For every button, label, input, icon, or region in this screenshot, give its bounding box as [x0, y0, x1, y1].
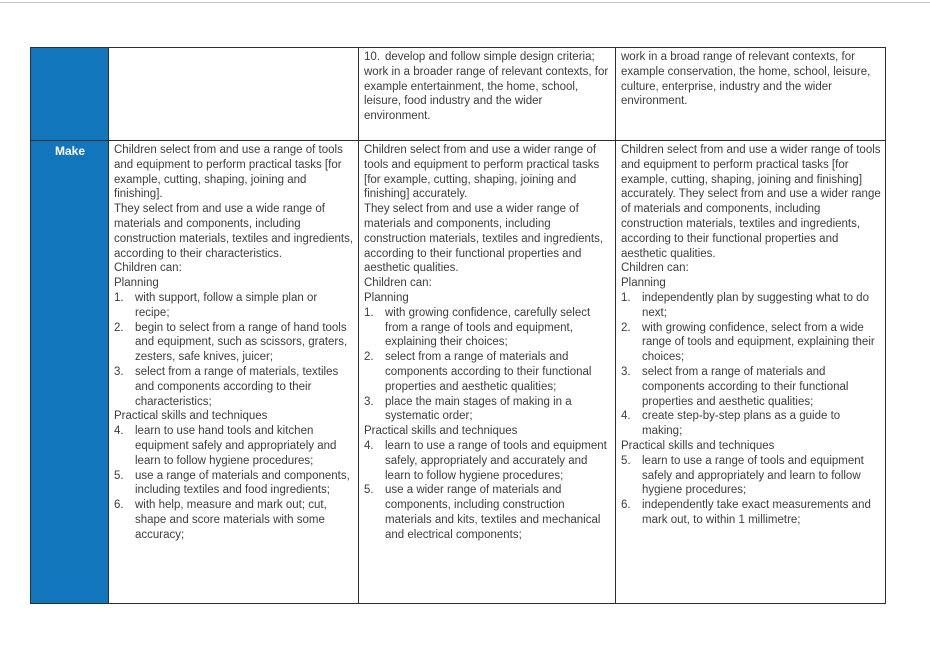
list-item-text: learn to use a range of tools and equipment safely and appropriately and learn to follow hygiene procedures; — [642, 454, 864, 497]
cell-make-col1 — [108, 140, 358, 603]
list-item-text: place the main stages of making in a systematic order; — [385, 395, 572, 423]
paragraph: Children select from and use a range of tools and equipment to perform practical tasks [for example, cutting, shaping, joining and finishing]. — [114, 144, 343, 201]
list-item-number: 5. — [364, 484, 374, 497]
list-item-number: 2. — [114, 321, 124, 334]
list-item — [621, 365, 881, 409]
list-item — [621, 498, 881, 528]
list-item-text: select from a range of materials, textiles and components according to their characteristics; — [135, 365, 339, 408]
list-item — [364, 483, 611, 542]
list-item — [364, 306, 611, 350]
list-item-number: 5. — [621, 454, 631, 467]
list-item-text: develop and follow simple design criteria; — [385, 51, 595, 63]
list-item-number: 1. — [621, 291, 631, 304]
list-item-number: 2. — [621, 321, 631, 334]
cell-make-col3 — [615, 140, 885, 603]
list-item-number: 4. — [364, 439, 374, 452]
paragraph: Planning — [364, 291, 409, 304]
list-item — [621, 454, 881, 498]
list-item — [364, 50, 611, 65]
paragraph: Practical skills and techniques — [364, 425, 518, 438]
list-item-text: begin to select from a range of hand tools and equipment, such as scissors, graters, zesters, safe knives, juicer; — [135, 321, 348, 364]
paragraph: Planning — [114, 277, 159, 290]
list-item-number: 5. — [114, 469, 124, 482]
row-header-make-label: Make — [54, 144, 86, 158]
list-item — [621, 409, 881, 439]
list-item-text: use a wider range of materials and components, including construction materials and kits, textiles and mechanical and electrical components; — [385, 484, 601, 541]
list-item-text: independently plan by suggesting what to do next; — [642, 291, 869, 319]
list-item-number: 3. — [114, 365, 124, 378]
paragraph: They select from and use a wider range of materials and components, including construction materials, textiles and ingredients, according to their functional properties and aesthetic qualities. — [364, 203, 604, 275]
list-item-number: 10. — [364, 51, 380, 63]
list-item-number: 4. — [621, 410, 631, 423]
page-top-divider — [0, 2, 930, 3]
list-item-number: 3. — [621, 365, 631, 378]
list-item-number: 6. — [114, 499, 124, 512]
list-item — [621, 291, 881, 321]
list-item-number: 3. — [364, 395, 374, 408]
list-item — [114, 469, 354, 499]
list-item — [114, 424, 354, 468]
list-item — [364, 439, 611, 483]
list-item — [114, 365, 354, 409]
cell-make-col2 — [358, 140, 615, 603]
list-item-text: independently take exact measurements and mark out, to within 1 millimetre; — [642, 499, 871, 526]
paragraph: Planning — [621, 277, 666, 290]
list-item-text: learn to use a range of tools and equipment safely, appropriately and accurately and learn to follow hygiene procedures; — [385, 439, 607, 482]
list-item — [114, 498, 354, 542]
paragraph: work in a broader range of relevant contexts, for example entertainment, the home, school, leisure, food industry and the wider environment. — [364, 65, 609, 123]
paragraph: Children select from and use a wider range of tools and equipment to perform practical tasks [for example, cutting, shaping, joining and finishing] accurately. They select from and use a wider range of materials and components, including construction materials, textiles and ingredients, according to their functional properties and aesthetic qualities. — [621, 144, 881, 260]
list-item-number: 1. — [114, 291, 124, 304]
cell-continuation-col2 — [358, 48, 615, 140]
list-item-number: 1. — [364, 306, 374, 319]
paragraph: Children can: — [114, 262, 182, 275]
row-header-blank — [31, 48, 108, 140]
curriculum-table — [30, 47, 886, 604]
list-item-text: with support, follow a simple plan or recipe; — [135, 291, 318, 319]
paragraph: They select from and use a wide range of materials and components, including construction materials, textiles and ingredients, according to their characteristics. — [114, 203, 354, 260]
list-item — [364, 350, 611, 394]
list-item — [621, 321, 881, 365]
paragraph: Children can: — [364, 277, 432, 290]
paragraph: work in a broad range of relevant contexts, for example conservation, the home, school, leisure, culture, enterprise, industry and the wider environment. — [621, 51, 871, 108]
paragraph: Children can: — [621, 262, 689, 275]
list-item-number: 4. — [114, 425, 124, 438]
list-item-text: create step-by-step plans as a guide to making; — [642, 410, 841, 438]
paragraph: Children select from and use a wider range of tools and equipment to perform practical tasks [for example, cutting, shaping, joining and finishing] accurately. — [364, 144, 600, 201]
cell-continuation-col3 — [615, 48, 885, 140]
list-item-text: with growing confidence, carefully select from a range of tools and equipment, explaining their choices; — [385, 306, 591, 349]
cell-continuation-col1 — [108, 48, 358, 140]
list-item-number: 6. — [621, 499, 631, 512]
list-item-text: use a range of materials and components, including textiles and food ingredients; — [135, 469, 350, 497]
list-item-text: with help, measure and mark out; cut, shape and score materials with some accuracy; — [135, 499, 327, 541]
list-item-text: learn to use hand tools and kitchen equipment safely and appropriately and learn to follow hygiene procedures; — [135, 425, 337, 467]
paragraph: Practical skills and techniques — [621, 439, 775, 452]
list-item — [364, 395, 611, 425]
paragraph: Practical skills and techniques — [114, 410, 268, 423]
list-item-text: with growing confidence, select from a wide range of tools and equipment, explaining their choices; — [642, 321, 875, 364]
list-item — [114, 321, 354, 365]
list-item-number: 2. — [364, 351, 374, 364]
list-item-text: select from a range of materials and components according to their functional properties and aesthetic qualities; — [642, 365, 849, 408]
list-item-text: select from a range of materials and components according to their functional properties and aesthetic qualities; — [385, 351, 592, 393]
row-header-make — [31, 140, 108, 603]
list-item — [114, 291, 354, 321]
